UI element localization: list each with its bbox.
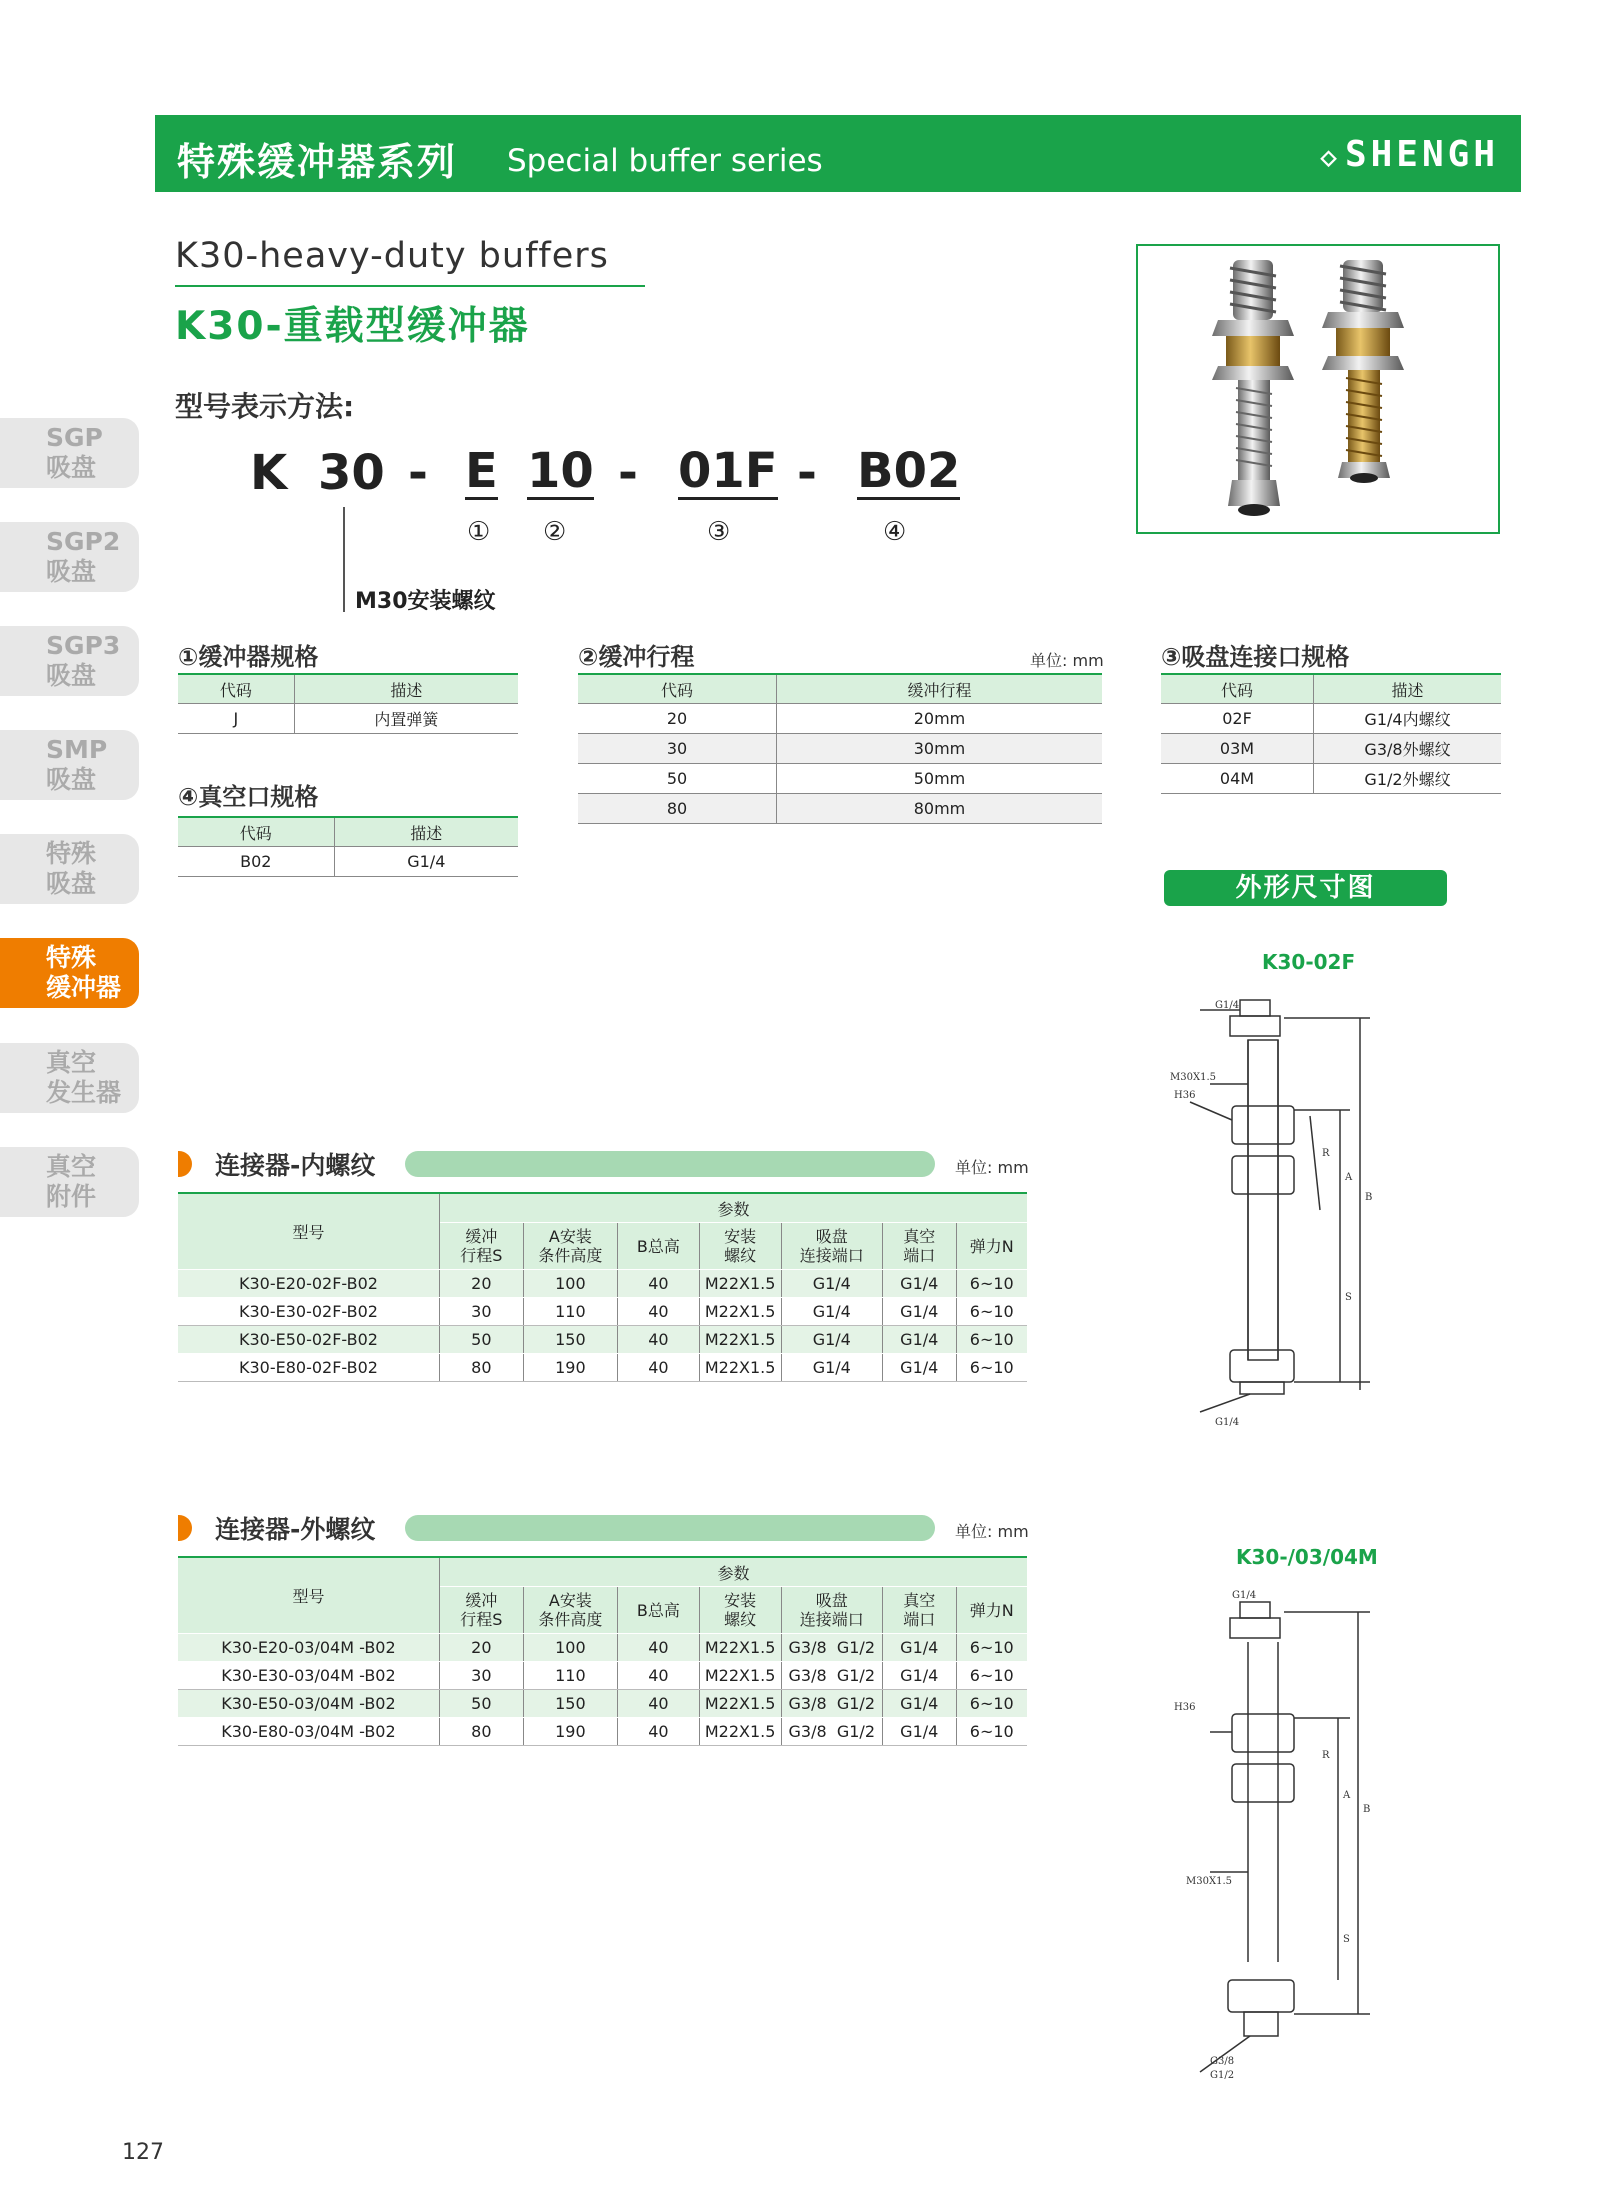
outer-col-model: 型号	[178, 1557, 439, 1634]
brand-logo	[1320, 134, 1499, 175]
code-dash-3: -	[797, 445, 817, 501]
table-cell: 100	[523, 1634, 617, 1662]
section-bar	[405, 1515, 935, 1541]
outer-col-header: B总高	[617, 1587, 699, 1634]
spec3-col-code: 代码	[1161, 674, 1314, 704]
spec4-title: ④真空口规格	[178, 783, 319, 811]
table-cell: 6~10	[956, 1354, 1027, 1382]
table-cell: 6~10	[956, 1690, 1027, 1718]
table-row	[178, 1326, 1027, 1354]
thread-note: M30安装螺纹	[355, 589, 496, 614]
subtitle-en: K30-heavy-duty buffers	[175, 236, 609, 276]
code-vacuum: B02	[857, 443, 961, 499]
inner-col-header: 安装 螺纹	[699, 1223, 781, 1270]
table-cell: 50	[439, 1690, 523, 1718]
table-cell: M22X1.5	[699, 1354, 781, 1382]
dimensions-label: 外形尺寸图	[1164, 870, 1447, 906]
sidebar-tab[interactable]	[0, 626, 139, 696]
drawing2-gtop: G1/4	[1232, 1590, 1257, 1601]
spec4-col-desc: 描述	[334, 817, 518, 847]
table-cell: M22X1.5	[699, 1326, 781, 1354]
diamond-icon: ◇	[1320, 140, 1341, 173]
sidebar-tab-line2: 附件	[46, 1182, 97, 1211]
sidebar-tab-line1: SGP	[46, 423, 103, 452]
header-bar	[155, 115, 1521, 192]
table-row	[178, 1354, 1027, 1382]
table-cell: 6~10	[956, 1270, 1027, 1298]
drawing1-a: A	[1345, 1172, 1353, 1183]
sidebar-tab-line2: 吸盘	[46, 661, 97, 690]
sidebar-tab[interactable]	[0, 730, 139, 800]
marker-1: ①	[467, 517, 491, 547]
spec3-cell: G1/2外螺纹	[1314, 764, 1502, 794]
table-cell: 6~10	[956, 1634, 1027, 1662]
spec1-title: ①缓冲器规格	[178, 643, 319, 671]
spec2-cell: 50mm	[777, 764, 1103, 794]
spec3-title: ③吸盘连接口规格	[1161, 643, 1350, 671]
inner-title: 连接器-内螺纹	[215, 1151, 376, 1180]
code-size: 30	[318, 445, 385, 501]
section-marker	[178, 1151, 192, 1177]
drawing2-diagram	[1160, 1582, 1450, 2092]
sidebar-tab-line2: 吸盘	[46, 453, 97, 482]
table-cell: M22X1.5	[699, 1634, 781, 1662]
brand-logo-text: SHENGH	[1344, 134, 1499, 175]
drawing2-a: A	[1343, 1790, 1351, 1801]
table-cell: M22X1.5	[699, 1690, 781, 1718]
table-cell: 150	[523, 1690, 617, 1718]
spec3-cell: 02F	[1161, 704, 1314, 734]
table-cell: 40	[617, 1354, 699, 1382]
table-cell: M22X1.5	[699, 1298, 781, 1326]
code-stroke: 10	[527, 443, 594, 499]
model-heading: 型号表示方法:	[175, 390, 355, 423]
table-cell: G1/4	[781, 1298, 882, 1326]
drawing2-hex: H36	[1174, 1702, 1196, 1713]
spec4-cell: G1/4	[334, 847, 518, 877]
table-cell: G1/4	[883, 1326, 957, 1354]
table-cell: G1/4	[883, 1270, 957, 1298]
drawing2-title: K30-/03/04M	[1236, 1545, 1378, 1569]
table-cell: 20	[439, 1270, 523, 1298]
spec1-cell: J	[178, 704, 294, 734]
table-row	[178, 1298, 1027, 1326]
table-cell: G1/4	[883, 1634, 957, 1662]
drawing1-hex: H36	[1174, 1090, 1196, 1101]
spec2-col-code: 代码	[578, 674, 777, 704]
table-cell: K30-E80-02F-B02	[178, 1354, 439, 1382]
table-cell: 150	[523, 1326, 617, 1354]
table-cell: M22X1.5	[699, 1270, 781, 1298]
section-bar	[405, 1151, 935, 1177]
spec3-cell: G1/4内螺纹	[1314, 704, 1502, 734]
spec2-unit: 单位: mm	[1030, 651, 1104, 670]
table-cell: 30	[439, 1662, 523, 1690]
sidebar-tab-line1: 特殊	[46, 839, 97, 868]
table-cell: 80	[439, 1718, 523, 1746]
marker-2: ②	[543, 517, 567, 547]
code-dash-1: -	[408, 445, 428, 501]
spec3-cell: 03M	[1161, 734, 1314, 764]
outer-col-params: 参数	[439, 1557, 1027, 1587]
table-row	[178, 1690, 1027, 1718]
sidebar-tab-line2: 缓冲器	[46, 973, 122, 1002]
spec2-col-stroke: 缓冲行程	[777, 674, 1103, 704]
table-cell: G1/4	[781, 1326, 882, 1354]
drawing2-gbot1: G3/8	[1210, 2056, 1235, 2067]
table-row	[178, 1662, 1027, 1690]
code-port: 01F	[678, 443, 778, 499]
table-cell: 80	[439, 1354, 523, 1382]
sidebar-tab-line1: 特殊	[46, 943, 97, 972]
inner-unit: 单位: mm	[955, 1158, 1029, 1177]
spec3-col-desc: 描述	[1314, 674, 1502, 704]
table-cell: 40	[617, 1718, 699, 1746]
sidebar-tab[interactable]	[0, 1147, 139, 1217]
sidebar-tab-line2: 吸盘	[46, 765, 97, 794]
table-cell: 110	[523, 1298, 617, 1326]
drawing2-r: R	[1322, 1750, 1330, 1761]
table-cell: K30-E50-02F-B02	[178, 1326, 439, 1354]
table-cell: 40	[617, 1690, 699, 1718]
sidebar-tab[interactable]	[0, 834, 139, 904]
spec3-cell: 04M	[1161, 764, 1314, 794]
outer-title: 连接器-外螺纹	[215, 1515, 376, 1544]
table-cell: K30-E30-03/04M -B02	[178, 1662, 439, 1690]
drawing1-gbot: G1/4	[1215, 1417, 1240, 1428]
spec2-cell: 50	[578, 764, 777, 794]
subtitle-divider	[175, 285, 645, 287]
table-cell: M22X1.5	[699, 1662, 781, 1690]
inner-col-header: A安装 条件高度	[523, 1223, 617, 1270]
outer-unit: 单位: mm	[955, 1522, 1029, 1541]
outer-table	[178, 1556, 1027, 1746]
drawing2-s: S	[1343, 1934, 1350, 1945]
sidebar-tab-line2: 吸盘	[46, 869, 97, 898]
sidebar-tab-line2: 发生器	[46, 1078, 122, 1107]
table-cell: 20	[439, 1634, 523, 1662]
table-cell: 100	[523, 1270, 617, 1298]
sidebar-tab[interactable]	[0, 1043, 139, 1113]
table-cell: G1/4	[883, 1354, 957, 1382]
header-title-en: Special buffer series	[507, 143, 823, 179]
table-cell: 30	[439, 1298, 523, 1326]
spec4-cell: B02	[178, 847, 334, 877]
drawing2-b: B	[1363, 1804, 1371, 1815]
table-cell: G1/4	[883, 1718, 957, 1746]
table-row	[178, 1634, 1027, 1662]
marker-3: ③	[707, 517, 731, 547]
inner-col-header: B总高	[617, 1223, 699, 1270]
drawing1-diagram	[1160, 980, 1450, 1460]
sidebar-tab[interactable]	[0, 522, 139, 592]
spec1-cell: 内置弹簧	[294, 704, 518, 734]
table-cell: G1/4	[883, 1690, 957, 1718]
sidebar-tab-line1: SGP2	[46, 527, 121, 556]
drawing1-r: R	[1322, 1148, 1330, 1159]
sidebar-tab[interactable]	[0, 938, 139, 1008]
outer-col-header: A安装 条件高度	[523, 1587, 617, 1634]
table-cell: G1/4	[883, 1662, 957, 1690]
code-spec: E	[465, 443, 498, 499]
spec2-cell: 20	[578, 704, 777, 734]
outer-col-header: 真空 端口	[883, 1587, 957, 1634]
outer-col-header: 弹力N	[956, 1587, 1027, 1634]
code-dash-2: -	[618, 445, 638, 501]
spec1-table	[178, 673, 518, 734]
table-cell: 40	[617, 1326, 699, 1354]
spec4-col-code: 代码	[178, 817, 334, 847]
table-cell: 40	[617, 1662, 699, 1690]
sidebar-tab-line1: 真空	[46, 1048, 97, 1077]
table-cell: G3/8 G1/2	[781, 1634, 882, 1662]
table-cell: G1/4	[781, 1270, 882, 1298]
table-cell: K30-E20-03/04M -B02	[178, 1634, 439, 1662]
table-row	[178, 1718, 1027, 1746]
inner-col-header: 缓冲 行程S	[439, 1223, 523, 1270]
section-marker	[178, 1515, 192, 1541]
table-cell: 40	[617, 1270, 699, 1298]
spec4-table	[178, 816, 518, 877]
marker-4: ④	[883, 517, 907, 547]
table-cell: 40	[617, 1634, 699, 1662]
spec3-table	[1161, 673, 1501, 794]
drawing1-gtop: G1/4	[1215, 1000, 1240, 1011]
subtitle-cn: K30-重载型缓冲器	[175, 304, 530, 349]
table-cell: G3/8 G1/2	[781, 1718, 882, 1746]
inner-col-header: 吸盘 连接端口	[781, 1223, 882, 1270]
code-k: K	[250, 445, 288, 501]
spec2-cell: 30	[578, 734, 777, 764]
sidebar-tab-line1: 真空	[46, 1152, 97, 1181]
drawing1-s: S	[1345, 1292, 1352, 1303]
drawing1-b: B	[1365, 1192, 1373, 1203]
table-cell: G3/8 G1/2	[781, 1690, 882, 1718]
table-cell: 40	[617, 1298, 699, 1326]
inner-col-params: 参数	[439, 1193, 1027, 1223]
sidebar-tab-line2: 吸盘	[46, 557, 97, 586]
spec2-table	[578, 673, 1102, 824]
sidebar-tab-line1: SMP	[46, 735, 108, 764]
drawing2-thread: M30X1.5	[1186, 1876, 1232, 1887]
spec1-col-desc: 描述	[294, 674, 518, 704]
table-cell: 190	[523, 1354, 617, 1382]
spec2-cell: 20mm	[777, 704, 1103, 734]
spec1-col-code: 代码	[178, 674, 294, 704]
table-row	[178, 1270, 1027, 1298]
table-cell: 6~10	[956, 1718, 1027, 1746]
spec2-title: ②缓冲行程	[578, 643, 695, 671]
outer-col-header: 安装 螺纹	[699, 1587, 781, 1634]
inner-col-header: 弹力N	[956, 1223, 1027, 1270]
table-cell: 6~10	[956, 1298, 1027, 1326]
table-cell: 50	[439, 1326, 523, 1354]
table-cell: 110	[523, 1662, 617, 1690]
table-cell: 6~10	[956, 1662, 1027, 1690]
table-cell: G3/8 G1/2	[781, 1662, 882, 1690]
table-cell: K30-E20-02F-B02	[178, 1270, 439, 1298]
table-cell: K30-E80-03/04M -B02	[178, 1718, 439, 1746]
table-cell: G1/4	[781, 1354, 882, 1382]
drawing2-gbot2: G1/2	[1210, 2070, 1235, 2081]
spec3-cell: G3/8外螺纹	[1314, 734, 1502, 764]
header-title-cn: 特殊缓冲器系列	[177, 140, 458, 184]
thread-leader-line	[343, 507, 345, 612]
inner-col-header: 真空 端口	[883, 1223, 957, 1270]
sidebar-tab-line1: SGP3	[46, 631, 121, 660]
table-cell: 190	[523, 1718, 617, 1746]
spec2-cell: 30mm	[777, 734, 1103, 764]
table-cell: K30-E50-03/04M -B02	[178, 1690, 439, 1718]
drawing1-thread: M30X1.5	[1170, 1072, 1216, 1083]
table-cell: M22X1.5	[699, 1718, 781, 1746]
inner-table	[178, 1192, 1027, 1382]
sidebar-tab[interactable]	[0, 418, 139, 488]
spec2-cell: 80	[578, 794, 777, 824]
product-photo	[1136, 244, 1500, 534]
table-cell: G1/4	[883, 1298, 957, 1326]
spec2-cell: 80mm	[777, 794, 1103, 824]
outer-col-header: 缓冲 行程S	[439, 1587, 523, 1634]
inner-col-model: 型号	[178, 1193, 439, 1270]
table-cell: 6~10	[956, 1326, 1027, 1354]
outer-col-header: 吸盘 连接端口	[781, 1587, 882, 1634]
table-cell: K30-E30-02F-B02	[178, 1298, 439, 1326]
drawing1-title: K30-02F	[1262, 950, 1356, 974]
page-number: 127	[122, 2140, 164, 2165]
